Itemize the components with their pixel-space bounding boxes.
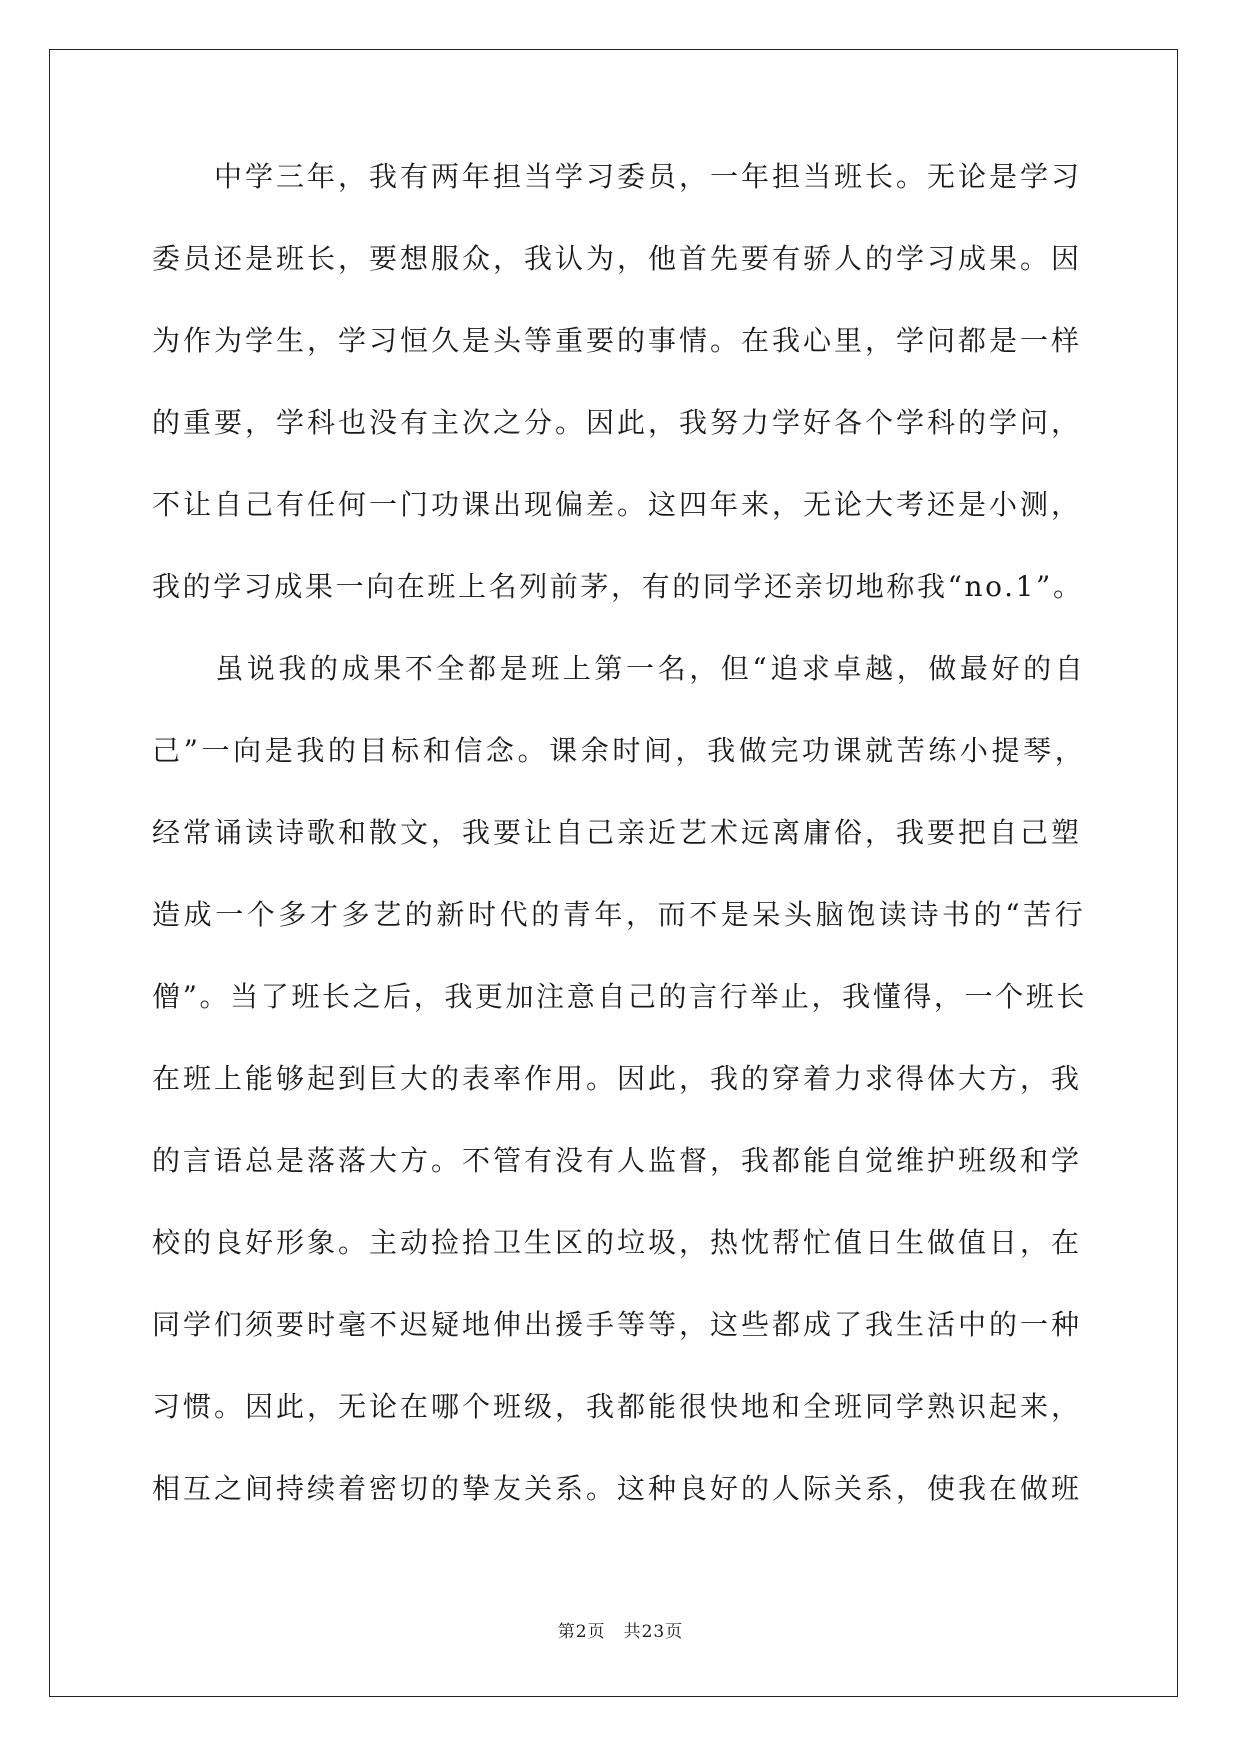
text-line: 中学三年，我有两年担当学习委员，一年担当班长。无论是学习 xyxy=(152,160,1083,193)
page-number xyxy=(0,1617,1241,1642)
text-line: 虽说我的成果不全都是班上第一名，但“追求卓越，做最好的自 xyxy=(152,652,1087,685)
text-line: 在班上能够起到巨大的表率作用。因此，我的穿着力求得体大方，我 xyxy=(152,1062,1083,1095)
text-line: 己”一向是我的目标和信念。课余时间，我做完功课就苦练小提琴， xyxy=(152,734,1087,767)
text-line: 习惯。因此，无论在哪个班级，我都能很快地和全班同学熟识起来， xyxy=(152,1390,1083,1423)
text-line: 不让自己有任何一门功课出现偏差。这四年来，无论大考还是小测， xyxy=(152,488,1083,521)
text-line: 造成一个多才多艺的新时代的青年，而不是呆头脑饱读诗书的“苦行 xyxy=(152,898,1087,931)
text-line: 的言语总是落落大方。不管有没有人监督，我都能自觉维护班级和学 xyxy=(152,1144,1083,1177)
text-line: 我的学习成果一向在班上名列前茅，有的同学还亲切地称我“no.1”。 xyxy=(152,570,1084,603)
text-line: 委员还是班长，要想服众，我认为，他首先要有骄人的学习成果。因 xyxy=(152,242,1083,275)
text-line: 僧”。当了班长之后，我更加注意自己的言行举止，我懂得，一个班长 xyxy=(152,980,1087,1013)
text-line: 的重要，学科也没有主次之分。因此，我努力学好各个学科的学问， xyxy=(152,406,1083,439)
text-line: 校的良好形象。主动捡拾卫生区的垃圾，热忱帮忙值日生做值日，在 xyxy=(152,1226,1083,1259)
page-number-label: 第2页 共23页 xyxy=(557,1622,684,1642)
text-line: 相互之间持续着密切的挚友关系。这种良好的人际关系，使我在做班 xyxy=(152,1472,1083,1505)
text-line: 经常诵读诗歌和散文，我要让自己亲近艺术远离庸俗，我要把自己塑 xyxy=(152,816,1083,849)
text-line: 同学们须要时毫不迟疑地伸出援手等等，这些都成了我生活中的一种 xyxy=(152,1308,1083,1341)
text-line: 为作为学生，学习恒久是头等重要的事情。在我心里，学问都是一样 xyxy=(152,324,1083,357)
